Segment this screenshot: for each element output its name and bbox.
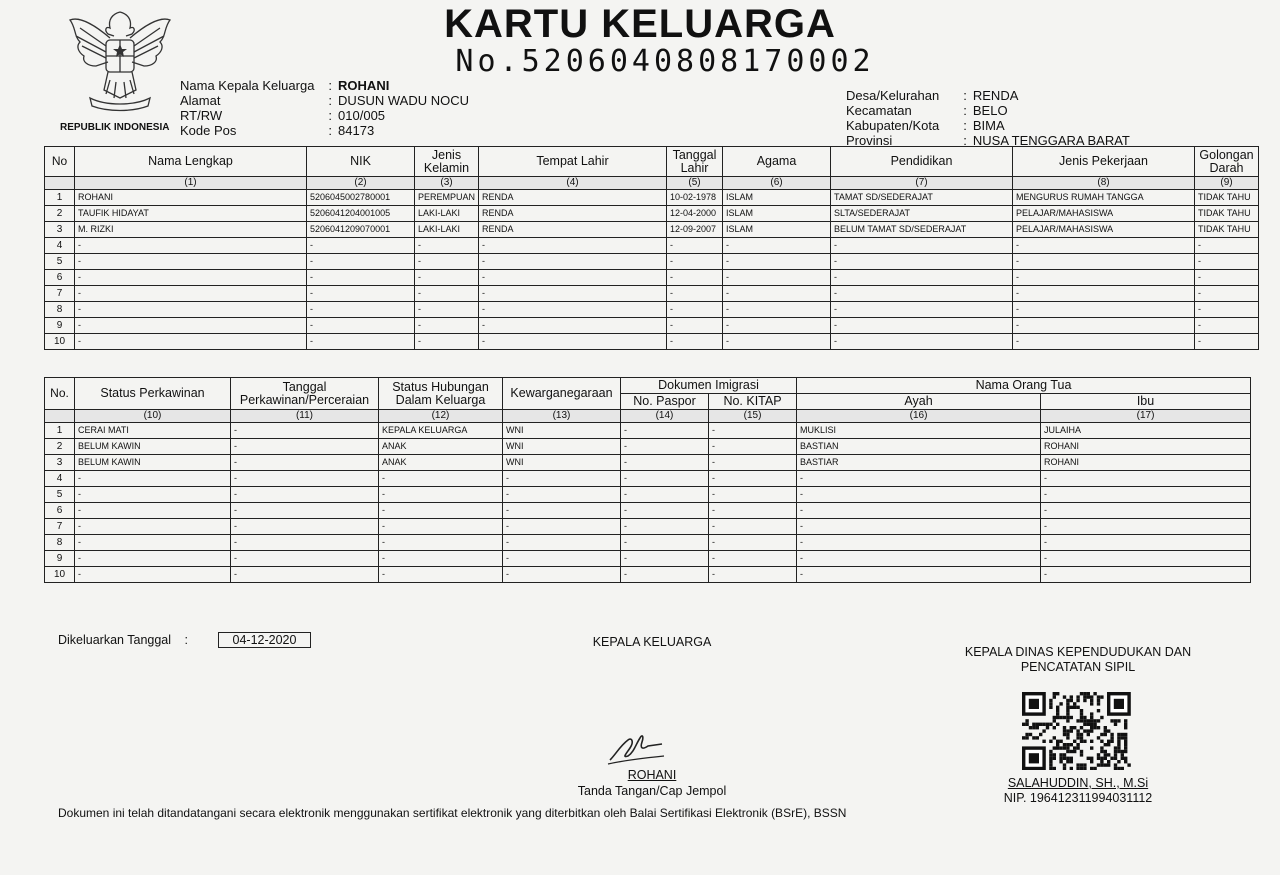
table-row: [45, 455, 1251, 471]
cell-nama: ROHANI: [75, 190, 307, 206]
cell-tempat-lahir: -: [479, 334, 667, 350]
cell-pekerjaan: MENGURUS RUMAH TANGGA: [1013, 190, 1195, 206]
cell-tanggal-lahir: -: [667, 270, 723, 286]
cell-nama: -: [75, 270, 307, 286]
cell-no-paspor: -: [621, 423, 709, 439]
cell-jenis-kelamin: -: [415, 318, 479, 334]
cell-nik: 5206045002780001: [307, 190, 415, 206]
col-number: (11): [231, 410, 379, 423]
col-number: (8): [1013, 177, 1195, 190]
cell-no: 9: [45, 318, 75, 334]
cell-no: 1: [45, 190, 75, 206]
cell-tanggal-perkawinan: -: [231, 519, 379, 535]
info-value-head-name: ROHANI: [338, 78, 390, 93]
cell-golongan-darah: -: [1195, 302, 1259, 318]
header-golongan-darah: Golongan Darah: [1195, 147, 1259, 177]
info-label: Nama Kepala Keluarga: [180, 78, 315, 93]
cell-no-paspor: -: [621, 503, 709, 519]
cell-agama: ISLAM: [723, 190, 831, 206]
col-number: (16): [797, 410, 1041, 423]
info-value-postal-code: 84173: [338, 123, 375, 138]
cell-tanggal-lahir: -: [667, 318, 723, 334]
col-number: (12): [379, 410, 503, 423]
table-row: [45, 439, 1251, 455]
cell-tempat-lahir: -: [479, 318, 667, 334]
family-head-info: Nama Kepala Keluarga : ROHANI Alamat : DUSUN WADU NOCU RT/RW : 010/005 Kode Pos : 84173: [180, 78, 470, 138]
table-row: [45, 318, 1259, 334]
cell-status-hubungan: -: [379, 535, 503, 551]
cell-no-paspor: -: [621, 519, 709, 535]
cell-kewarganegaraan: -: [503, 567, 621, 583]
cell-ayah: -: [797, 519, 1041, 535]
cell-no-paspor: -: [621, 567, 709, 583]
col-number: (7): [831, 177, 1013, 190]
cell-no: 8: [45, 535, 75, 551]
col-number: (2): [307, 177, 415, 190]
cell-golongan-darah: -: [1195, 334, 1259, 350]
cell-tanggal-perkawinan: -: [231, 503, 379, 519]
official-name: SALAHUDDIN, SH., M.Si: [1007, 776, 1149, 790]
cell-no: 2: [45, 439, 75, 455]
cell-status-perkawinan: CERAI MATI: [75, 423, 231, 439]
table-row: [45, 567, 1251, 583]
cell-status-hubungan: ANAK: [379, 455, 503, 471]
cell-pekerjaan: -: [1013, 318, 1195, 334]
cell-no: 4: [45, 471, 75, 487]
info-value-address: DUSUN WADU NOCU: [338, 93, 470, 108]
cell-kewarganegaraan: WNI: [503, 423, 621, 439]
cell-no-kitap: -: [709, 471, 797, 487]
cell-tanggal-lahir: 12-09-2007: [667, 222, 723, 238]
cell-tanggal-perkawinan: -: [231, 567, 379, 583]
cell-ayah: -: [797, 503, 1041, 519]
cell-status-hubungan: ANAK: [379, 439, 503, 455]
cell-jenis-kelamin: LAKI-LAKI: [415, 222, 479, 238]
cell-ayah: -: [797, 487, 1041, 503]
info-value-village: RENDA: [972, 88, 1019, 103]
cell-no: 5: [45, 487, 75, 503]
cell-no-kitap: -: [709, 487, 797, 503]
cell-no-kitap: -: [709, 519, 797, 535]
cell-jenis-kelamin: -: [415, 254, 479, 270]
cell-pendidikan: -: [831, 334, 1013, 350]
table-row: [45, 334, 1259, 350]
cell-tanggal-lahir: -: [667, 334, 723, 350]
cell-pendidikan: TAMAT SD/SEDERAJAT: [831, 190, 1013, 206]
official-nip: NIP. 196412311994031112: [1003, 791, 1153, 805]
cell-tempat-lahir: -: [479, 286, 667, 302]
cell-pekerjaan: -: [1013, 286, 1195, 302]
dinas-title-line1: KEPALA DINAS KEPENDUDUKAN DAN: [964, 645, 1192, 659]
cell-no-kitap: -: [709, 439, 797, 455]
cell-golongan-darah: -: [1195, 270, 1259, 286]
cell-no-kitap: -: [709, 535, 797, 551]
cell-status-hubungan: KEPALA KELUARGA: [379, 423, 503, 439]
cell-pendidikan: -: [831, 318, 1013, 334]
table-row: [45, 487, 1251, 503]
cell-tanggal-lahir: -: [667, 286, 723, 302]
cell-golongan-darah: -: [1195, 286, 1259, 302]
cell-tempat-lahir: RENDA: [479, 190, 667, 206]
cell-no-paspor: -: [621, 535, 709, 551]
cell-nama: -: [75, 318, 307, 334]
cell-status-hubungan: -: [379, 503, 503, 519]
header-no-paspor: No. Paspor: [621, 394, 709, 410]
cell-no-paspor: -: [621, 439, 709, 455]
cell-pendidikan: -: [831, 270, 1013, 286]
signature-icon: [606, 724, 666, 766]
table-row: [45, 254, 1259, 270]
cell-no: 9: [45, 551, 75, 567]
cell-tanggal-perkawinan: -: [231, 423, 379, 439]
cell-no-paspor: -: [621, 455, 709, 471]
region-info: Desa/Kelurahan : RENDA Kecamatan : BELO Kabupaten/Kota : BIMA Provinsi : NUSA TENGGARA BARAT: [846, 88, 1130, 148]
cell-status-perkawinan: -: [75, 551, 231, 567]
cell-jenis-kelamin: -: [415, 334, 479, 350]
cell-no: 1: [45, 423, 75, 439]
cell-no-paspor: -: [621, 471, 709, 487]
info-value-regency: BIMA: [972, 118, 1005, 133]
cell-pekerjaan: PELAJAR/MAHASISWA: [1013, 206, 1195, 222]
cell-ayah: BASTIAN: [797, 439, 1041, 455]
header-pendidikan: Pendidikan: [831, 147, 1013, 177]
header-jenis-kelamin: Jenis Kelamin: [415, 147, 479, 177]
header-tempat-lahir: Tempat Lahir: [479, 147, 667, 177]
cell-pekerjaan: -: [1013, 238, 1195, 254]
cell-kewarganegaraan: -: [503, 487, 621, 503]
cell-golongan-darah: TIDAK TAHU: [1195, 190, 1259, 206]
cell-tempat-lahir: -: [479, 270, 667, 286]
cell-ayah: MUKLISI: [797, 423, 1041, 439]
header-tanggal-perkawinan: Tanggal Perkawinan/Perceraian: [231, 378, 379, 410]
cell-tanggal-perkawinan: -: [231, 455, 379, 471]
info-label: Kecamatan: [846, 103, 912, 118]
cell-ibu: JULAIHA: [1041, 423, 1251, 439]
cell-kewarganegaraan: -: [503, 551, 621, 567]
cell-nama: -: [75, 238, 307, 254]
info-label: Kabupaten/Kota: [846, 118, 940, 133]
header-tanggal-lahir: Tanggal Lahir: [667, 147, 723, 177]
cell-golongan-darah: -: [1195, 318, 1259, 334]
cell-no-paspor: -: [621, 551, 709, 567]
cell-tanggal-lahir: -: [667, 238, 723, 254]
col-number: (1): [75, 177, 307, 190]
cell-pekerjaan: PELAJAR/MAHASISWA: [1013, 222, 1195, 238]
kepala-keluarga-label: KEPALA KELUARGA: [592, 635, 712, 649]
cell-tempat-lahir: -: [479, 302, 667, 318]
cell-kewarganegaraan: -: [503, 503, 621, 519]
garuda-emblem-icon: [66, 6, 174, 116]
cell-ayah: -: [797, 535, 1041, 551]
header-ibu: Ibu: [1041, 394, 1251, 410]
cell-nama: -: [75, 254, 307, 270]
cell-tempat-lahir: -: [479, 254, 667, 270]
cell-ibu: -: [1041, 535, 1251, 551]
issued-date: 04-12-2020: [218, 632, 312, 648]
cell-ibu: -: [1041, 503, 1251, 519]
cell-nama: TAUFIK HIDAYAT: [75, 206, 307, 222]
cell-no: 6: [45, 503, 75, 519]
table-row: [45, 423, 1251, 439]
info-label: RT/RW: [180, 108, 223, 123]
info-label: Desa/Kelurahan: [846, 88, 940, 103]
info-label: Kode Pos: [180, 123, 237, 138]
cell-status-hubungan: -: [379, 487, 503, 503]
cell-tempat-lahir: -: [479, 238, 667, 254]
header-agama: Agama: [723, 147, 831, 177]
cell-status-perkawinan: BELUM KAWIN: [75, 455, 231, 471]
table-row: [45, 206, 1259, 222]
cell-nama: -: [75, 334, 307, 350]
cell-kewarganegaraan: -: [503, 471, 621, 487]
cell-kewarganegaraan: -: [503, 519, 621, 535]
cell-tanggal-perkawinan: -: [231, 535, 379, 551]
disclaimer-text: Dokumen ini telah ditandatangani secara elektronik menggunakan sertifikat elektronik yang diterbitkan oleh Balai Sertifikasi Elektronik (BSrE), BSSN: [58, 806, 847, 820]
cell-pendidikan: -: [831, 286, 1013, 302]
col-number: (6): [723, 177, 831, 190]
cell-golongan-darah: -: [1195, 238, 1259, 254]
cell-tanggal-perkawinan: -: [231, 551, 379, 567]
cell-nik: -: [307, 238, 415, 254]
cell-agama: ISLAM: [723, 206, 831, 222]
cell-status-perkawinan: -: [75, 535, 231, 551]
cell-no-kitap: -: [709, 551, 797, 567]
cell-agama: -: [723, 254, 831, 270]
cell-golongan-darah: -: [1195, 254, 1259, 270]
cell-nik: -: [307, 302, 415, 318]
cell-nik: -: [307, 270, 415, 286]
cell-golongan-darah: TIDAK TAHU: [1195, 222, 1259, 238]
cell-agama: -: [723, 238, 831, 254]
info-value-province: NUSA TENGGARA BARAT: [972, 133, 1130, 148]
info-label: Provinsi: [846, 133, 893, 148]
cell-status-hubungan: -: [379, 519, 503, 535]
header-nama-lengkap: Nama Lengkap: [75, 147, 307, 177]
family-members-table: [44, 146, 1259, 350]
cell-tanggal-lahir: 12-04-2000: [667, 206, 723, 222]
col-number: (14): [621, 410, 709, 423]
cell-nama: M. RIZKI: [75, 222, 307, 238]
header-status-perkawinan: Status Perkawinan: [75, 378, 231, 410]
issued-separator: :: [184, 633, 189, 647]
col-number: (9): [1195, 177, 1259, 190]
header-ayah: Ayah: [797, 394, 1041, 410]
cell-no: 7: [45, 286, 75, 302]
cell-pekerjaan: -: [1013, 254, 1195, 270]
table-row: [45, 286, 1259, 302]
cell-status-perkawinan: BELUM KAWIN: [75, 439, 231, 455]
cell-tanggal-lahir: -: [667, 254, 723, 270]
cell-ayah: BASTIAR: [797, 455, 1041, 471]
cell-status-hubungan: -: [379, 471, 503, 487]
cell-nama: -: [75, 286, 307, 302]
cell-tanggal-lahir: 10-02-1978: [667, 190, 723, 206]
cell-nik: 5206041209070001: [307, 222, 415, 238]
table-row: [45, 519, 1251, 535]
cell-no: 6: [45, 270, 75, 286]
cell-no-kitap: -: [709, 567, 797, 583]
issued-label: Dikeluarkan Tanggal: [58, 633, 172, 647]
header-nama-orang-tua: Nama Orang Tua: [797, 378, 1251, 394]
cell-agama: -: [723, 318, 831, 334]
cell-ayah: -: [797, 471, 1041, 487]
table-row: [45, 551, 1251, 567]
col-number: (10): [75, 410, 231, 423]
col-number: (17): [1041, 410, 1251, 423]
col-number: (4): [479, 177, 667, 190]
cell-tanggal-perkawinan: -: [231, 471, 379, 487]
table-row: [45, 238, 1259, 254]
emblem-caption: REPUBLIK INDONESIA: [60, 122, 170, 133]
cell-no-paspor: -: [621, 487, 709, 503]
header-nik: NIK: [307, 147, 415, 177]
cell-no-kitap: -: [709, 455, 797, 471]
cell-no: 2: [45, 206, 75, 222]
cell-status-hubungan: -: [379, 551, 503, 567]
info-label: Alamat: [180, 93, 221, 108]
col-number: (15): [709, 410, 797, 423]
cell-nama: -: [75, 302, 307, 318]
table-row: [45, 503, 1251, 519]
cell-tanggal-perkawinan: -: [231, 439, 379, 455]
cell-no: 3: [45, 455, 75, 471]
cell-agama: -: [723, 334, 831, 350]
cell-agama: -: [723, 270, 831, 286]
cell-kewarganegaraan: WNI: [503, 439, 621, 455]
cell-jenis-kelamin: -: [415, 302, 479, 318]
cell-pekerjaan: -: [1013, 270, 1195, 286]
header-no: No.: [45, 378, 75, 410]
cell-no: 10: [45, 334, 75, 350]
cell-pekerjaan: -: [1013, 302, 1195, 318]
col-number: (13): [503, 410, 621, 423]
header-jenis-pekerjaan: Jenis Pekerjaan: [1013, 147, 1195, 177]
kepala-keluarga-name: ROHANI: [627, 768, 677, 782]
table-row: [45, 190, 1259, 206]
cell-nik: -: [307, 254, 415, 270]
cell-agama: ISLAM: [723, 222, 831, 238]
col-number: (3): [415, 177, 479, 190]
header-kewarganegaraan: Kewarganegaraan: [503, 378, 621, 410]
cell-jenis-kelamin: PEREMPUAN: [415, 190, 479, 206]
document-title: KARTU KELUARGA: [444, 2, 836, 46]
cell-nik: -: [307, 334, 415, 350]
cell-pendidikan: BELUM TAMAT SD/SEDERAJAT: [831, 222, 1013, 238]
signature-caption: Tanda Tangan/Cap Jempol: [577, 784, 727, 798]
cell-status-perkawinan: -: [75, 471, 231, 487]
cell-no: 4: [45, 238, 75, 254]
cell-no-kitap: -: [709, 503, 797, 519]
cell-nik: -: [307, 286, 415, 302]
col-number: [45, 410, 75, 423]
table-row: [45, 302, 1259, 318]
info-value-district: BELO: [972, 103, 1008, 118]
dinas-title-line2: PENCATATAN SIPIL: [1020, 660, 1136, 674]
cell-agama: -: [723, 286, 831, 302]
cell-pendidikan: -: [831, 254, 1013, 270]
cell-kewarganegaraan: -: [503, 535, 621, 551]
header-no: No: [45, 147, 75, 177]
cell-ibu: -: [1041, 519, 1251, 535]
cell-tempat-lahir: RENDA: [479, 222, 667, 238]
cell-no: 10: [45, 567, 75, 583]
cell-jenis-kelamin: -: [415, 270, 479, 286]
col-number: (5): [667, 177, 723, 190]
cell-ibu: -: [1041, 471, 1251, 487]
cell-ayah: -: [797, 551, 1041, 567]
cell-tempat-lahir: RENDA: [479, 206, 667, 222]
col-number: [45, 177, 75, 190]
cell-agama: -: [723, 302, 831, 318]
cell-jenis-kelamin: LAKI-LAKI: [415, 206, 479, 222]
cell-status-perkawinan: -: [75, 519, 231, 535]
table-row: [45, 471, 1251, 487]
kk-number: No.5206040808170002: [455, 44, 875, 79]
cell-status-perkawinan: -: [75, 567, 231, 583]
cell-ibu: -: [1041, 567, 1251, 583]
header-status-hubungan: Status Hubungan Dalam Keluarga: [379, 378, 503, 410]
cell-pendidikan: -: [831, 238, 1013, 254]
table-row: [45, 535, 1251, 551]
cell-no: 3: [45, 222, 75, 238]
cell-no: 7: [45, 519, 75, 535]
cell-pendidikan: SLTA/SEDERAJAT: [831, 206, 1013, 222]
table-row: [45, 222, 1259, 238]
info-value-rtrw: 010/005: [338, 108, 386, 123]
cell-status-perkawinan: -: [75, 487, 231, 503]
cell-pekerjaan: -: [1013, 334, 1195, 350]
cell-ayah: -: [797, 567, 1041, 583]
qr-code-icon: [1022, 692, 1132, 770]
cell-ibu: -: [1041, 487, 1251, 503]
table-row: [45, 270, 1259, 286]
cell-ibu: -: [1041, 551, 1251, 567]
cell-tanggal-lahir: -: [667, 302, 723, 318]
issued-date-row: [58, 632, 311, 648]
cell-no: 5: [45, 254, 75, 270]
cell-ibu: ROHANI: [1041, 455, 1251, 471]
cell-pendidikan: -: [831, 302, 1013, 318]
cell-nik: 5206041204001005: [307, 206, 415, 222]
cell-status-hubungan: -: [379, 567, 503, 583]
cell-no: 8: [45, 302, 75, 318]
cell-golongan-darah: TIDAK TAHU: [1195, 206, 1259, 222]
cell-no-kitap: -: [709, 423, 797, 439]
cell-ibu: ROHANI: [1041, 439, 1251, 455]
cell-status-perkawinan: -: [75, 503, 231, 519]
cell-jenis-kelamin: -: [415, 286, 479, 302]
header-dokumen-imigrasi: Dokumen Imigrasi: [621, 378, 797, 394]
cell-jenis-kelamin: -: [415, 238, 479, 254]
cell-nik: -: [307, 318, 415, 334]
family-status-table: [44, 377, 1251, 583]
header-no-kitap: No. KITAP: [709, 394, 797, 410]
cell-tanggal-perkawinan: -: [231, 487, 379, 503]
cell-kewarganegaraan: WNI: [503, 455, 621, 471]
